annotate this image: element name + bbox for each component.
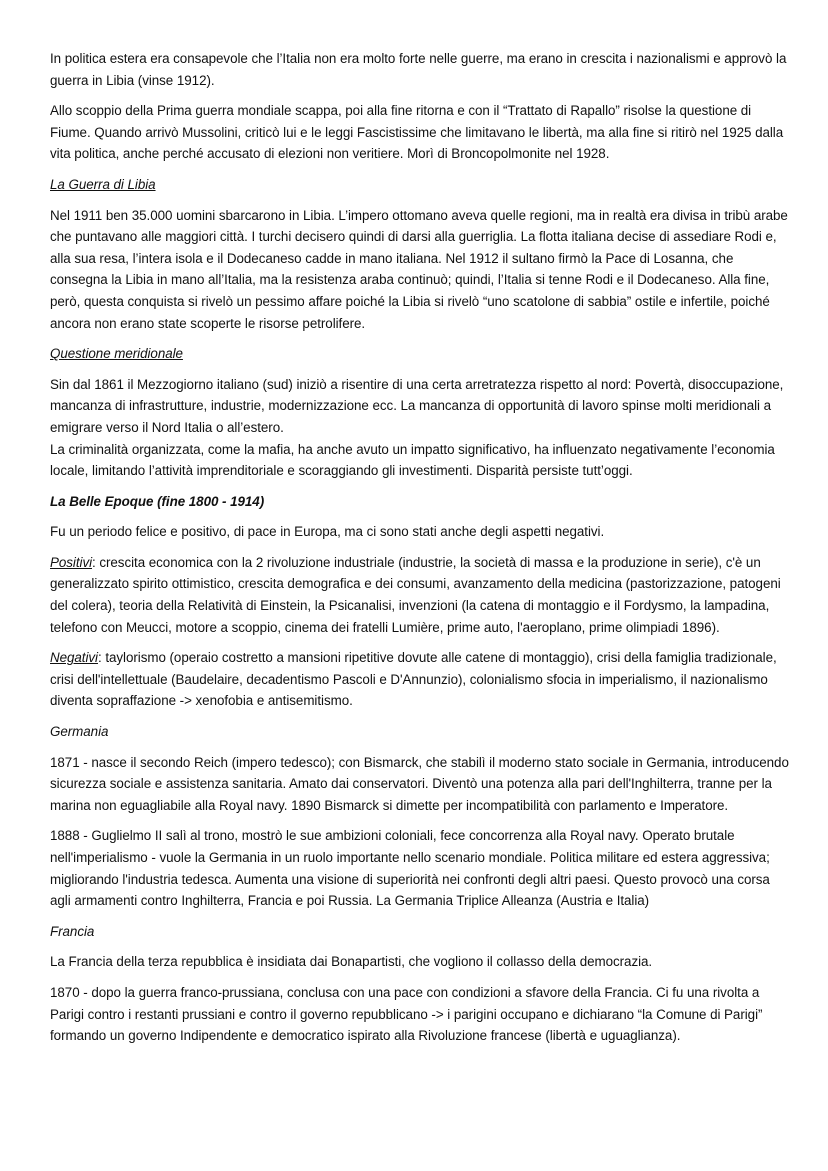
- paragraph-prima-guerra: Allo scoppio della Prima guerra mondiale scappa, poi alla fine ritorna e con il “Trattato di Rapallo” risolse la questione di Fiume. Quando arrivò Mussolini, criticò lui e le leggi Fascistissime che limitavano le libertà, ma alla fine si ritirò nel 1925 dalla vita politica, anche perché accusato di elezioni non veritiere. Morì di Broncopolmonite nel 1928.: [50, 103, 784, 162]
- paragraph-libia: Nel 1911 ben 35.000 uomini sbarcarono in Libia. L’impero ottomano aveva quelle regioni, ma in realtà era divisa in tribù arabe che puntavano alle maggiori città. I turchi decisero quindi di darsi alla guerriglia. La flotta italiana decise di assediare Rodi e, alla sua resa, l’intera isola e il Dodecaneso cadde in mano italiana. Nel 1912 il sultano firmò la Pace di Losanna, che consegna la Libia in mano all’Italia, ma la resistenza araba continuò; quindi, l’Italia si tenne Rodi e il Dodecaneso. Alla fine, però, questa conquista si rivelò un pessimo affare poiché la Libia si rivelò “uno scatolone di sabbia” ostile e infertile, poiché ancora non erano state scoperte le risorse petrolifere.: [50, 207, 788, 331]
- heading-questione-meridionale: Questione meridionale: [50, 346, 183, 362]
- paragraph-francia-intro: La Francia della terza repubblica è insidiata dai Bonapartisti, che vogliono il collasso della democrazia.: [50, 954, 653, 970]
- text-negativi: : taylorismo (operaio costretto a mansioni ripetitive dovute alle catene di montaggio), crisi della famiglia tradizionale, crisi dell'intellettuale (Baudelaire, decadentismo Pascoli e D'Annunzio), colonialismo sfocia in imperialismo, il nazionalismo diventa sopraffazione -> xenofobia e antisemitismo.: [50, 650, 777, 709]
- paragraph-negativi: [50, 647, 790, 712]
- paragraph-mezzogiorno-a: Sin dal 1861 il Mezzogiorno italiano (sud) iniziò a risentire di una certa arretratezza rispetto al nord: Povertà, disoccupazione, mancanza di infrastrutture, industrie, modernizzazione ecc. La mancanza di opportunità di lavoro spinse molti meridionali a emigrare verso il Nord Italia o all’estero.: [50, 376, 784, 435]
- paragraph-germania-1888: 1888 - Guglielmo II salì al trono, mostrò le sue ambizioni coloniali, fece concorrenza alla Royal navy. Operato brutale nell'imperialismo - vuole la Germania in un ruolo importante nello scenario mondiale. Politica militare ed estera aggressiva; migliorando l'industria tedesca. Aumenta una visione di superiorità nei confronti degli altri paesi. Questo provocò una corsa agli armamenti contro Inghilterra, Francia e poi Russia. La Germania Triplice Alleanza (Austria e Italia): [50, 828, 770, 909]
- paragraph-belle-epoque-intro: Fu un periodo felice e positivo, di pace in Europa, ma ci sono stati anche degli aspetti negativi.: [50, 524, 605, 540]
- paragraph-germania-1871: 1871 - nasce il secondo Reich (impero tedesco); con Bismarck, che stabilì il moderno stato sociale in Germania, introducendo sicurezza sociale e assistenza sanitaria. Amato dai conservatori. Diventò una potenza alla pari dell'Inghilterra, tranne per la marina non eguagliabile alla Royal navy. 1890 Bismarck si dimette per incompatibilità con parlamento e Imperatore.: [50, 754, 789, 813]
- paragraph-politica-estera: In politica estera era consapevole che l’Italia non era molto forte nelle guerre, ma erano in crescita i nazionalismi e approvò la guerra in Libia (vinse 1912).: [50, 51, 787, 88]
- document-page: [50, 48, 790, 1056]
- heading-guerra-libia: La Guerra di Libia: [50, 176, 156, 192]
- paragraph-francia-1870: 1870 - dopo la guerra franco-prussiana, conclusa con una pace con condizioni a sfavore della Francia. Ci fu una rivolta a Parigi contro i restanti prussiani e contro il governo repubblicano -> i parigini occupano e dichiarano “la Comune di Parigi” formando un governo Indipendente e democratico ispirato alla Rivoluzione francese (libertà e uguaglianza).: [50, 984, 763, 1044]
- paragraph-positivi: [50, 552, 790, 638]
- label-negativi: Negativi: [50, 650, 98, 666]
- text-positivi: : crescita economica con la 2 rivoluzione industriale (industrie, la società di massa e la produzione in serie), c'è un generalizzato spirito ottimistico, crescita demografica e dei consumi, avanzamento della medicina (pastorizzazione, patogeni del colera), teoria della Relatività di Einstein, la Psicanalisi, invenzioni (la catena di montaggio e il Fordysmo, la lampadina, telefono con Meucci, motore a scoppio, cinema dei fratelli Lumière, prime auto, l'aeroplano, prime olimpiadi 1896).: [50, 554, 781, 635]
- heading-francia: Francia: [50, 923, 95, 939]
- heading-belle-epoque: La Belle Epoque (fine 1800 - 1914): [50, 493, 265, 509]
- heading-germania: Germania: [50, 724, 109, 740]
- label-positivi: Positivi: [50, 554, 93, 570]
- paragraph-mezzogiorno: [50, 374, 790, 482]
- paragraph-mezzogiorno-b: La criminalità organizzata, come la mafia, ha anche avuto un impatto significativo, ha influenzato negativamente l’economia locale, limitando l’attività imprenditoriale e scoraggiando gli investimenti. Disparità persiste tutt’oggi.: [50, 441, 775, 479]
